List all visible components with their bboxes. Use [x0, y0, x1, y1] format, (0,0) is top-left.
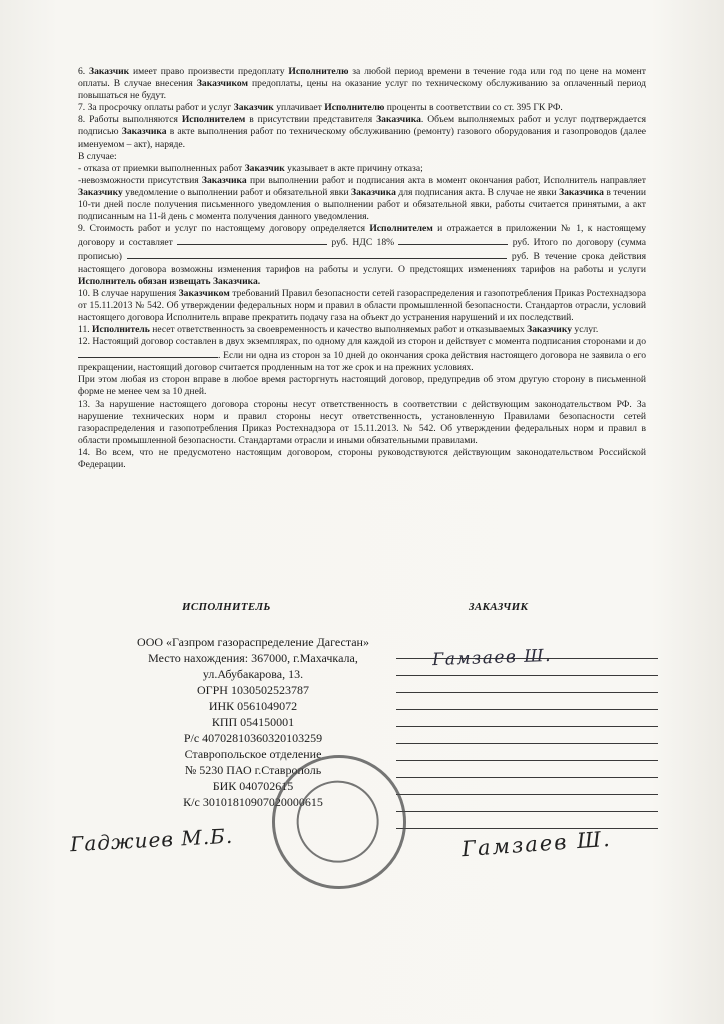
customer-blank-line: [396, 727, 658, 744]
text-run: -невозможности присутствия: [78, 174, 202, 186]
text-run: уведомление о выполнении работ и обязательной явки: [122, 186, 352, 198]
text-run: в присутствии представителя: [245, 114, 377, 126]
executor-heading: ИСПОЛНИТЕЛЬ: [182, 601, 271, 613]
fill-in-blank: [127, 249, 507, 259]
executor-signature: Гаджиев М.Б.: [69, 823, 234, 857]
bold-run: Заказчик: [244, 162, 285, 174]
executor-detail-line: ОГРН 1030502523787: [197, 683, 309, 697]
paragraph-p9: [78, 223, 646, 287]
text-run: В случае:: [78, 150, 117, 162]
paragraph-p10: [78, 288, 646, 324]
customer-heading: ЗАКАЗЧИК: [469, 601, 529, 613]
text-run: руб. Итого по договору (сумма прописью): [78, 237, 647, 263]
executor-detail-line: ИНК 0561049072: [208, 699, 298, 713]
text-run: в течении 10-ти дней после получения письменного уведомления о выполнении работ и обязательной явки, работы считается принятыми, а акт подписанным на 11-й день с момента получения данного уведомления.: [78, 186, 646, 223]
bold-run: Заказчика: [376, 114, 421, 126]
paragraph-p8c: [78, 175, 646, 223]
paragraph-p11: [78, 324, 646, 336]
bold-run: Заказчика: [351, 186, 396, 198]
bold-run: Заказчика: [201, 174, 247, 186]
text-run: 12. Настоящий договор составлен в двух экземплярах, по одному для каждой из сторон и действует с момента подписания сторонами и до: [78, 336, 646, 348]
text-run: 11.: [78, 323, 93, 335]
signature-row: [70, 822, 690, 882]
text-run: и отражается в приложении № 1, к настоящему договору и составляет: [78, 223, 646, 249]
executor-detail-line: КПП 054150001: [211, 715, 295, 729]
bold-run: Исполнителю: [288, 66, 349, 77]
paragraph-p12: [78, 336, 646, 374]
executor-detail-line: ул.Абубакарова, 13.: [202, 667, 304, 681]
text-run: При этом любая из сторон вправе в любое время расторгнуть настоящий договор, предупредив об этом другую сторону в письменной форме не менее чем за 10 дней.: [78, 374, 646, 398]
text-run: предоплаты, цены на оказание услуг по техническому обслуживанию за оплаченный период повышаться не будут.: [78, 78, 646, 102]
bold-run: Заказчику: [527, 323, 573, 335]
customer-blank-line: [396, 676, 658, 693]
bold-run: Исполнитель: [92, 323, 150, 335]
paragraph-p8b: [78, 163, 646, 175]
bold-run: Заказчик: [89, 66, 130, 77]
text-run: 9. Стоимость работ и услуг по настоящему договору определяется: [78, 223, 370, 235]
executor-detail-line: Ставропольское отделение: [184, 747, 322, 761]
paragraph-p13: [78, 399, 646, 447]
bold-run: Исполнитель обязан извещать Заказчика.: [78, 275, 261, 287]
text-run: несет ответственность за своевременность и качество выполняемых работ и отказываемых: [149, 323, 528, 335]
text-run: 13. За нарушение настоящего договора стороны несут ответственность в соответствии с действующим законодательством РФ. За нарушение технических норм и правил стороны несут ответственность, установленную Правилами безопасности сетей газораспределения и газопотребления Приказ Ростехнадзора от 15.11.2013. № 542. Об утверждении федеральных норм и правил в области промышленной безопасности. Стандартами отрасли и иными обязательными правилами.: [78, 398, 646, 446]
text-run: . Объем выполняемых работ и услуг подтверждается подписью: [78, 114, 647, 138]
paragraph-p8a: [78, 151, 646, 163]
text-run: для подписания акта. В случае не явки: [395, 186, 560, 198]
fill-in-blank: [177, 235, 327, 245]
executor-detail-line: ООО «Газпром газораспределение Дагестан»: [137, 635, 369, 649]
text-run: проценты в соответствии со ст. 395 ГК РФ.: [384, 102, 563, 114]
paragraph-p7: [78, 102, 646, 114]
bold-run: Заказчика: [121, 126, 167, 138]
text-run: 7. За просрочку оплаты работ и услуг: [78, 102, 234, 114]
text-run: руб. В течение срока действия настоящего договора возможны изменения тарифов на работы и услуги. О предстоящих изменениях тарифов на работы и услуги: [78, 251, 646, 275]
bold-run: Заказчиком: [196, 78, 249, 90]
customer-blank-line: [396, 710, 658, 727]
bold-run: Исполнителем: [181, 114, 246, 126]
text-run: 14. Во всем, что не предусмотено настоящим договором, стороны руководствуются действующим законодательством Российской Федерации.: [78, 446, 646, 470]
text-run: руб. НДС 18%: [327, 237, 399, 249]
customer-blank-line: [396, 795, 658, 812]
customer-name-handwritten: Гамзаев Ш.: [431, 645, 553, 671]
text-run: 8. Работы выполняются: [78, 114, 182, 126]
bold-run: Заказчиком: [178, 287, 230, 299]
text-run: имеет право произвести предоплату: [129, 66, 289, 77]
customer-blank-line: [396, 693, 658, 710]
text-run: . Если ни одна из сторон за 10 дней до окончания срока действия настоящего договора не заявила о его прекращении, настоящий договор считается продленным на тот же срок и на прежних условиях.: [78, 350, 646, 374]
executor-detail-line: К/с 30101810907020000615: [183, 795, 323, 809]
paragraph-p6: [78, 66, 646, 102]
customer-blank-line: [396, 761, 658, 778]
paragraph-p12a: [78, 374, 646, 398]
text-run: требований Правил безопасности сетей газораспределения и газопотребления Приказ Ростехнадзора от 15.11.2013 № 542. Об утверждении федеральных норм и правил в области промышленной безопасности. Стандартов отрасли, условий настоящего договора Исполнитель вправе прекратить подачу газа на объект до устранения нарушений и их последствий.: [78, 287, 646, 323]
text-run: 6.: [78, 66, 90, 77]
customer-details-lines: [396, 642, 658, 829]
executor-detail-line: № 5230 ПАО г.Ставрополь: [184, 763, 322, 777]
text-run: - отказа от приемки выполненных работ: [78, 162, 245, 174]
customer-signature: Гамзаев Ш.: [461, 826, 613, 862]
paragraph-p8: [78, 114, 646, 150]
text-run: указывает в акте причину отказа;: [284, 162, 423, 174]
contract-body: [78, 66, 646, 471]
bold-run: Заказчик: [233, 102, 274, 114]
text-run: за любой период времени в течение года или год по цене на момент оплаты. В случае внесения: [78, 66, 646, 90]
paragraph-p14: [78, 447, 646, 471]
text-run: уплачивает: [273, 102, 325, 114]
text-run: 10. В случае нарушения: [78, 287, 179, 299]
bold-run: Исполнителю: [324, 102, 385, 114]
fill-in-blank: [398, 235, 508, 245]
fill-in-blank: [78, 348, 218, 358]
executor-detail-line: Место нахождения: 367000, г.Махачкала,: [148, 651, 358, 665]
customer-blank-line: [396, 744, 658, 761]
executor-detail-line: Р/с 40702810360320103259: [183, 731, 323, 745]
bold-run: Исполнителем: [369, 223, 433, 235]
bold-run: Заказчику: [78, 186, 123, 198]
text-run: услуг.: [572, 323, 599, 335]
bold-run: Заказчика: [559, 186, 604, 198]
text-run: в акте выполнения работ по техническому обслуживанию (ремонту) газового оборудования и газопроводов (далее именуемом – акт), наряде.: [78, 126, 646, 150]
text-run: при выполнении работ и подписания акта в момент окончания работ, Исполнитель направляет: [246, 174, 646, 186]
executor-detail-line: БИК 040702615: [212, 779, 294, 793]
customer-blank-line: [396, 778, 658, 795]
